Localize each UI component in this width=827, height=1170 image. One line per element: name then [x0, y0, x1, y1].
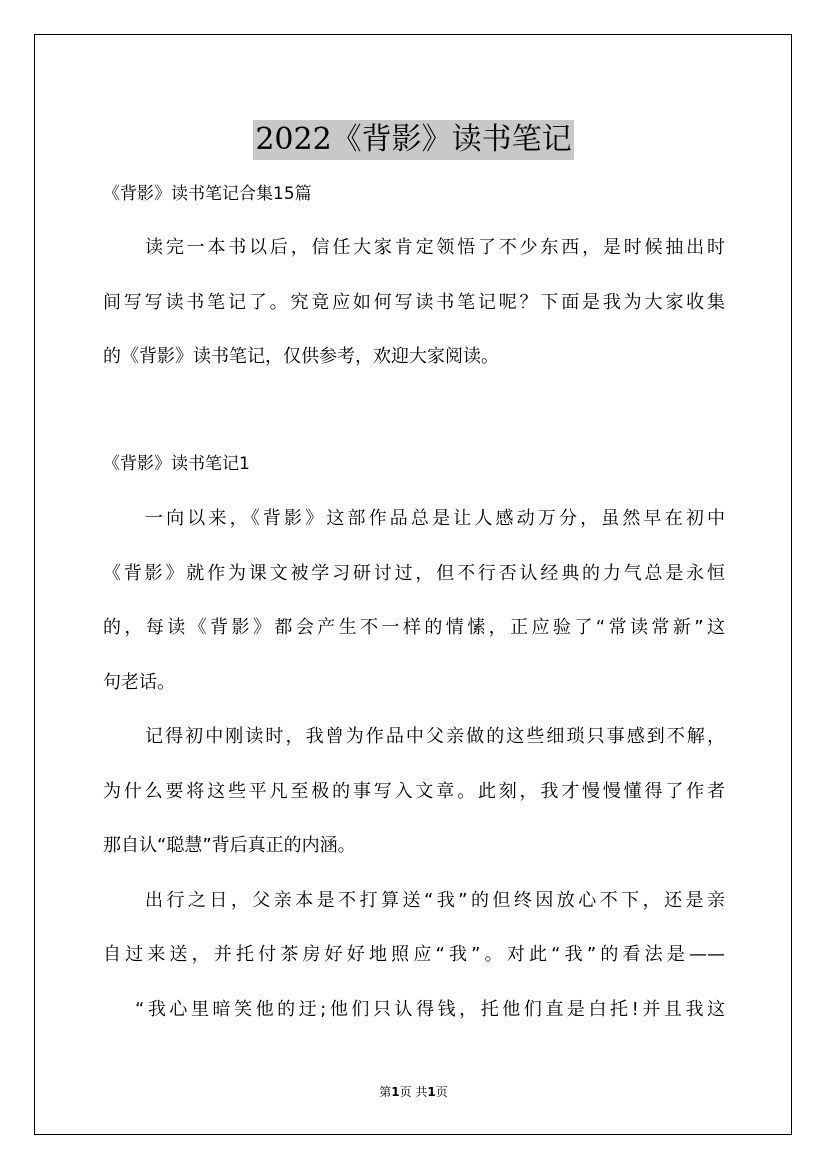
- footer-page-current: 1: [391, 1085, 400, 1099]
- footer-mid: 页 共: [399, 1085, 428, 1099]
- intro-line-2: 间写写读书笔记了。究竟应如何写读书笔记呢？下面是我为大家收集: [103, 292, 725, 313]
- intro-line-3: 的《背影》读书笔记，仅供参考，欢迎大家阅读。: [103, 346, 499, 367]
- para1-line-2: 《背影》就作为课文被学习研讨过，但不行否认经典的力气总是永恒: [103, 563, 725, 584]
- title-container: [0, 100, 827, 180]
- para1-line-4: 句老话。: [103, 672, 175, 693]
- page-footer: [0, 1083, 827, 1100]
- document-subtitle: 《背影》读书笔记合集15篇: [103, 184, 312, 204]
- intro-line-1: 读完一本书以后，信任大家肯定领悟了不少东西，是时候抽出时: [145, 237, 725, 258]
- footer-prefix: 第: [379, 1085, 392, 1099]
- para1-line-3: 的，每读《背影》都会产生不一样的情愫，正应验了“常读常新”这: [103, 617, 725, 638]
- para2-line-1: 记得初中刚读时，我曾为作品中父亲做的这些细琐只事感到不解，: [145, 726, 725, 747]
- para2-line-2: 为什么要将这些平凡至极的事写入文章。此刻，我才慢慢懂得了作者: [103, 781, 725, 802]
- para2-line-3: 那自认“聪慧”背后真正的内涵。: [103, 835, 356, 856]
- para3-line-2: 自过来送，并托付茶房好好地照应“我”。对此“我”的看法是——: [103, 944, 725, 965]
- section-heading: 《背影》读书笔记1: [103, 454, 250, 474]
- para3-line-3: “我心里暗笑他的迂;他们只认得钱，托他们直是白托!并且我这: [135, 999, 725, 1020]
- document-title: 2022《背影》读书笔记: [253, 120, 573, 160]
- para3-line-1: 出行之日，父亲本是不打算送“我”的但终因放心不下，还是亲: [145, 890, 725, 911]
- para1-line-1: 一向以来，《背影》这部作品总是让人感动万分，虽然早在初中: [145, 508, 725, 529]
- footer-suffix: 页: [435, 1085, 448, 1099]
- footer-page-total: 1: [427, 1085, 436, 1099]
